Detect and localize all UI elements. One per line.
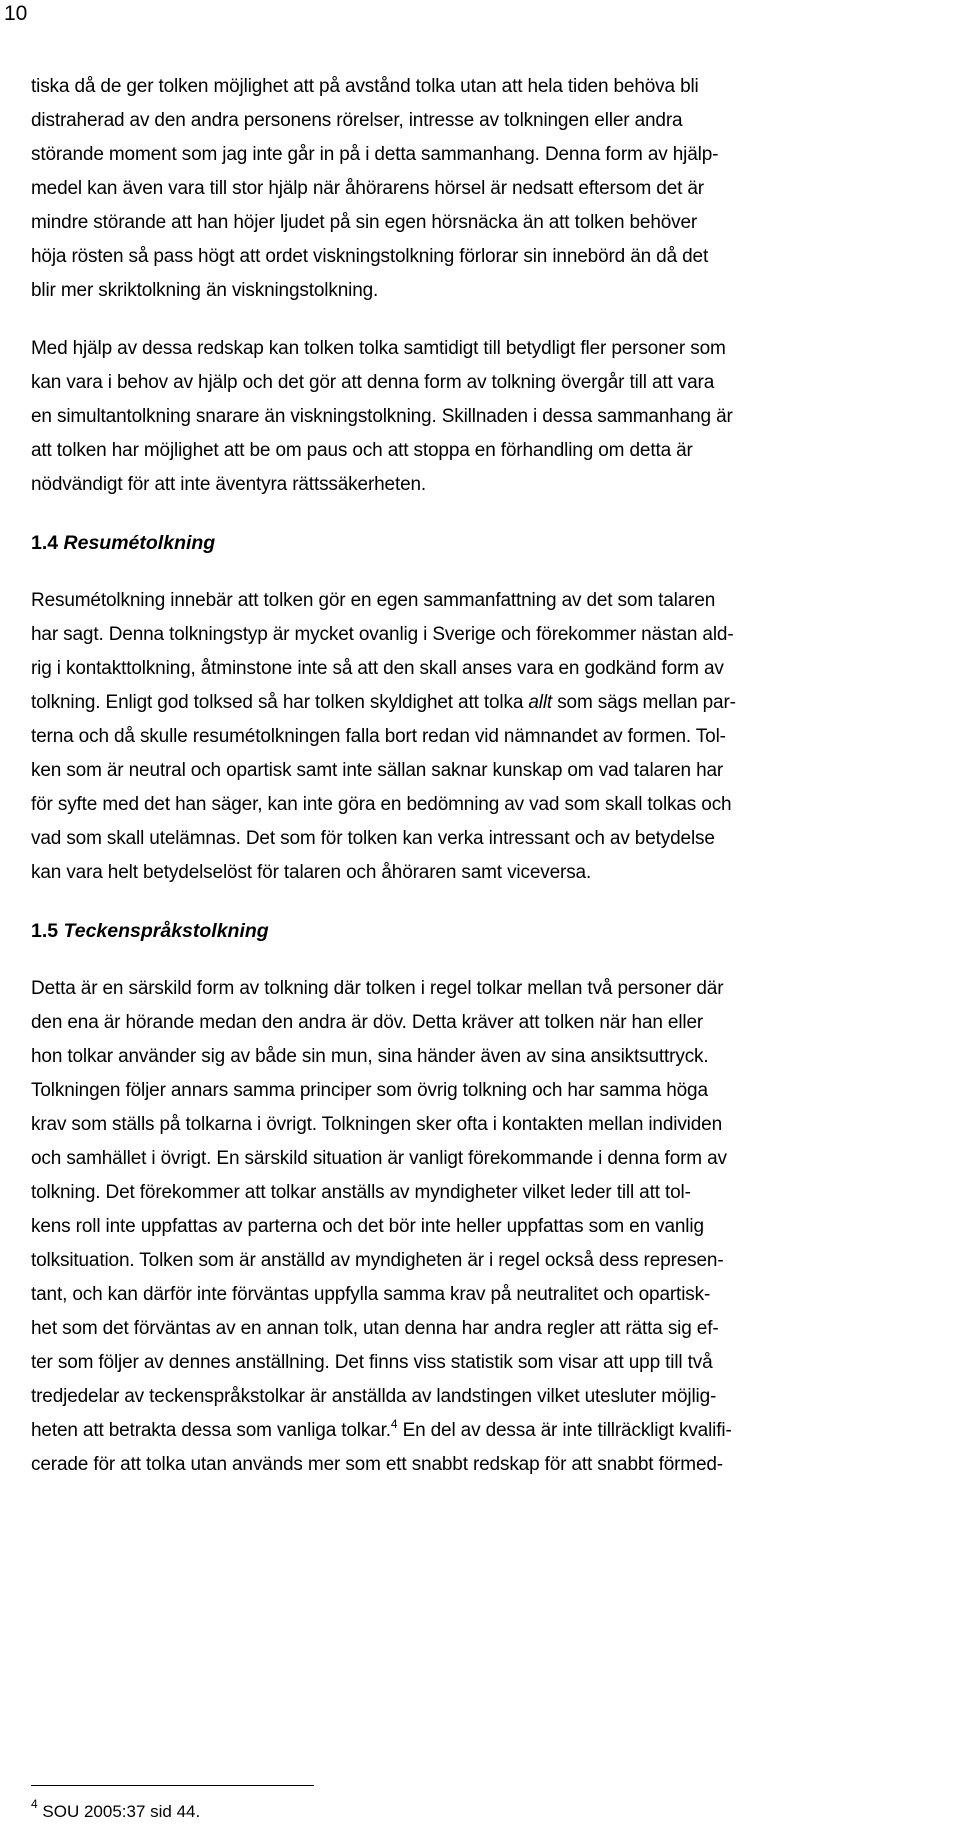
text-line: att tolken har möjlighet att be om paus och att stoppa en förhandling om detta är: [31, 440, 693, 461]
footnote-separator: [31, 1785, 314, 1786]
paragraph-gap: [31, 890, 936, 914]
text-line: störande moment som jag inte går in på i detta sammanhang. Denna form av hjälp-: [31, 144, 719, 165]
text-line: ter som följer av dennes anställning. Det finns viss statistik som visar att upp till två: [31, 1352, 713, 1373]
section-heading-1-4: [31, 526, 936, 560]
text-line: medel kan även vara till stor hjälp när åhörarens hörsel är nedsatt eftersom det är: [31, 178, 704, 199]
text-line: ken som är neutral och opartisk samt inte sällan saknar kunskap om vad talaren har: [31, 760, 724, 781]
text-line: [31, 1414, 936, 1448]
text-line: krav som ställs på tolkarna i övrigt. Tolkningen sker ofta i kontakten mellan individen: [31, 1114, 723, 1135]
text-line: [31, 686, 936, 720]
section-title: Resumétolkning: [63, 532, 216, 554]
text-line: Resumétolkning innebär att tolken gör en egen sammanfattning av det som talaren: [31, 590, 716, 611]
paragraph-3: [31, 584, 936, 890]
text-line: kan vara i behov av hjälp och det gör att denna form av tolkning övergår till att vara: [31, 372, 715, 393]
page-body: [31, 70, 936, 1482]
section-number: 1.5: [31, 920, 59, 942]
paragraph-gap: [31, 502, 936, 526]
text-line: Detta är en särskild form av tolkning där tolken i regel tolkar mellan två personer där: [31, 978, 724, 999]
paragraph-2: [31, 332, 936, 502]
text-line: höja rösten så pass högt att ordet viskningstolkning förlorar sin innebörd än då det: [31, 246, 709, 267]
text-line: och samhället i övrigt. En särskild situation är vanligt förekommande i denna form av: [31, 1148, 727, 1169]
paragraph-gap: [31, 948, 936, 972]
section-number: 1.4: [31, 532, 59, 554]
text-run: heten att betrakta dessa som vanliga tolkar.: [31, 1420, 391, 1441]
text-line: har sagt. Denna tolkningstyp är mycket ovanlig i Sverige och förekommer nästan ald-: [31, 624, 734, 645]
text-line: tiska då de ger tolken möjlighet att på avstånd tolka utan att hela tiden behöva bli: [31, 76, 699, 97]
text-line: distraherad av den andra personens rörelser, intresse av tolkningen eller andra: [31, 110, 683, 131]
text-line: terna och då skulle resumétolkningen falla bort redan vid nämnandet av formen. Tol-: [31, 726, 726, 747]
text-line: hon tolkar använder sig av både sin mun, sina händer även av sina ansiktsuttryck.: [31, 1046, 709, 1067]
section-title: Teckenspråkstolkning: [63, 920, 269, 942]
page-number: 10: [4, 2, 28, 25]
text-line: Tolkningen följer annars samma principer som övrig tolkning och har samma höga: [31, 1080, 708, 1101]
text-run: som sägs mellan par-: [552, 692, 736, 713]
footnote: [31, 1797, 201, 1824]
paragraph-gap: [31, 560, 936, 584]
text-line: Med hjälp av dessa redskap kan tolken tolka samtidigt till betydligt fler personer som: [31, 338, 726, 359]
section-heading-1-5: [31, 914, 936, 948]
text-line: den ena är hörande medan den andra är döv. Detta kräver att tolken när han eller: [31, 1012, 704, 1033]
text-line: en simultantolkning snarare än viskningstolkning. Skillnaden i dessa sammanhang är: [31, 406, 733, 427]
footnote-number: 4: [31, 1797, 38, 1811]
paragraph-gap: [31, 308, 936, 332]
text-run: tolkning. Enligt god tolksed så har tolken skyldighet att tolka: [31, 692, 529, 713]
text-line: rig i kontakttolkning, åtminstone inte så att den skall anses vara en godkänd form av: [31, 658, 724, 679]
text-line: het som det förväntas av en annan tolk, utan denna har andra regler att rätta sig ef-: [31, 1318, 719, 1339]
text-line: kens roll inte uppfattas av parterna och det bör inte heller uppfattas som en vanlig: [31, 1216, 704, 1237]
text-line: tolksituation. Tolken som är anställd av myndigheten är i regel också dess represen-: [31, 1250, 724, 1271]
emphasis-text: allt: [528, 692, 553, 713]
text-line: tolkning. Det förekommer att tolkar anställs av myndigheter vilket leder till att tol-: [31, 1182, 691, 1203]
paragraph-4: [31, 972, 936, 1482]
text-line: blir mer skriktolkning än viskningstolkning.: [31, 280, 379, 301]
text-line: nödvändigt för att inte äventyra rättssäkerheten.: [31, 474, 427, 495]
text-line: cerade för att tolka utan används mer som ett snabbt redskap för att snabbt förmed-: [31, 1454, 723, 1475]
text-line: vad som skall utelämnas. Det som för tolken kan verka intressant och av betydelse: [31, 828, 715, 849]
text-line: kan vara helt betydelselöst för talaren och åhöraren samt viceversa.: [31, 862, 592, 883]
text-line: för syfte med det han säger, kan inte göra en bedömning av vad som skall tolkas och: [31, 794, 732, 815]
footnote-reference[interactable]: 4: [390, 1417, 398, 1431]
footnote-text: SOU 2005:37 sid 44.: [37, 1802, 201, 1821]
paragraph-1: [31, 70, 936, 308]
text-run: En del av dessa är inte tillräckligt kvalifi-: [397, 1420, 732, 1441]
text-line: mindre störande att han höjer ljudet på sin egen hörsnäcka än att tolken behöver: [31, 212, 698, 233]
text-line: tant, och kan därför inte förväntas uppfylla samma krav på neutralitet och opartisk-: [31, 1284, 711, 1305]
text-line: tredjedelar av teckenspråkstolkar är anställda av landstingen vilket utesluter möjlig-: [31, 1386, 717, 1407]
